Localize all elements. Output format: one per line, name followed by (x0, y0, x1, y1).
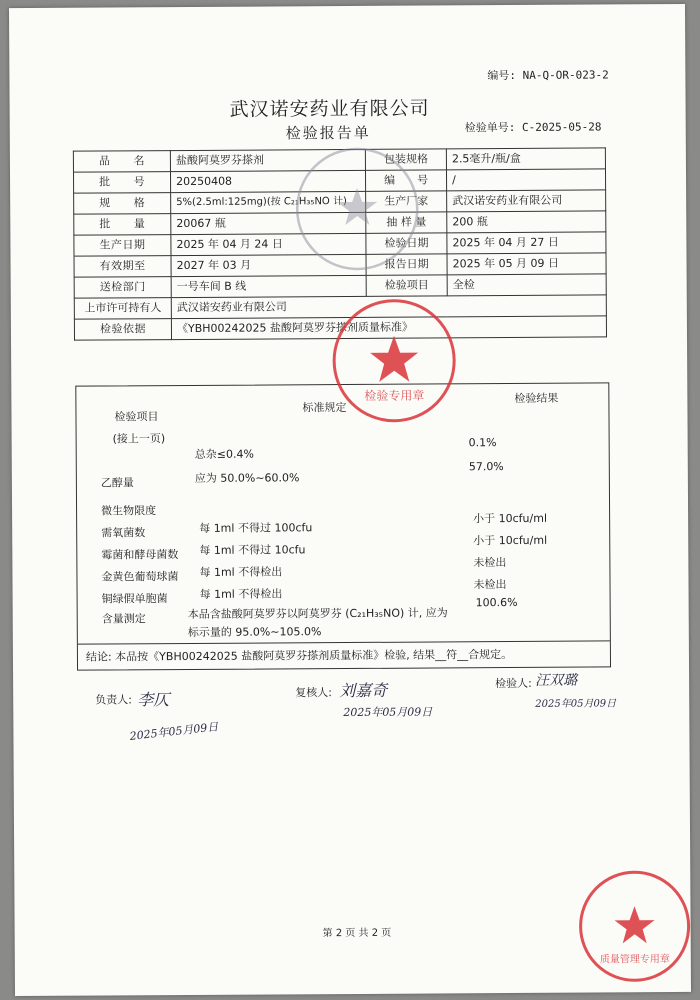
inspector-date: 2025年05月09日 (535, 698, 617, 710)
info-value: / (446, 169, 605, 191)
info-value: 20067 瓶 (171, 212, 366, 234)
report-number: 检验单号: C-2025-05-28 (464, 120, 602, 135)
result-item: 金黄色葡萄球菌 (101, 570, 179, 584)
info-value: 2025 年 04 月 24 日 (171, 233, 366, 255)
inspection-seal-stamp (329, 295, 460, 426)
conclusion: 结论: 本品按《YBH00242025 盐酸阿莫罗芬搽剂质量标准》检验, 结果__符__合规定。 (85, 648, 513, 664)
info-value: 一号车间 B 线 (171, 275, 366, 297)
col-header-result: 检验结果 (514, 391, 559, 405)
svg-text:质量管理专用章: 质量管理专用章 (599, 954, 670, 966)
info-value: 全检 (447, 274, 606, 296)
info-label: 检验日期 (366, 233, 447, 254)
responsible-label: 负责人: (95, 693, 132, 707)
result-value: 0.1% (468, 436, 497, 450)
info-value: 盐酸阿莫罗芬搽剂 (170, 149, 365, 171)
result-value: 小于 10cfu/ml (473, 511, 548, 526)
result-item: 乙醇量 (100, 476, 134, 490)
reviewer-date: 2025年05月09日 (343, 705, 433, 720)
info-label: 报告日期 (366, 254, 447, 275)
result-standard: 每 1ml 不得检出 (199, 587, 283, 601)
info-value: 2027 年 03 月 (171, 254, 366, 276)
page-number: 第 2 页 共 2 页 (322, 927, 392, 940)
basis-label: 检验依据 (74, 319, 171, 341)
report-title: 检验报告单 (285, 123, 371, 143)
info-label: 检验项目 (366, 275, 447, 296)
result-item: 需氧菌数 (101, 526, 146, 540)
divider (78, 640, 610, 644)
reviewer-signature: 刘嘉奇 (339, 680, 388, 701)
result-standard: 总杂≤0.4% (194, 447, 254, 461)
info-label: 批 号 (73, 172, 170, 194)
info-label: 生产厂家 (366, 191, 447, 212)
result-standard: 每 1ml 不得检出 (199, 565, 283, 579)
info-value: 5%(2.5ml:125mg)(按 C₂₁H₃₅NO 计) (171, 191, 366, 213)
continued-note: (接上一页) (112, 432, 166, 446)
info-value: 武汉诺安药业有限公司 (447, 190, 606, 212)
result-value: 100.6% (475, 595, 518, 610)
responsible-date: 2025年05月09日 (129, 720, 219, 743)
info-value: 20250408 (170, 170, 365, 192)
info-label: 抽 样 量 (366, 212, 447, 233)
result-value: 小于 10cfu/ml (473, 533, 548, 548)
inspector-label: 检验人: (495, 676, 532, 691)
quality-seal-stamp (574, 866, 691, 987)
result-standard: 每 1ml 不得过 10cfu (199, 543, 306, 557)
result-standard: 应为 50.0%~60.0% (194, 471, 300, 485)
inspector-signature: 汪双璐 (535, 672, 578, 689)
holder-label: 上市许可持有人 (74, 298, 171, 320)
result-standard: 标示量的 95.0%~105.0% (187, 625, 322, 639)
info-value: 2025 年 05 月 09 日 (447, 253, 606, 275)
svg-text:检验专用章: 检验专用章 (364, 388, 425, 403)
reviewer-label: 复核人: (295, 686, 332, 700)
result-item: 含量测定 (101, 612, 146, 626)
company-name: 武汉诺安药业有限公司 (229, 97, 430, 121)
info-label: 有效期至 (74, 256, 171, 278)
basis-value: 《YBH00242025 盐酸阿莫罗芬搽剂质量标准》 (171, 316, 606, 340)
info-label: 规 格 (74, 193, 171, 215)
info-label: 编 号 (365, 170, 446, 191)
info-value: 2.5毫升/瓶/盒 (446, 148, 605, 170)
result-standard: 本品含盐酸阿莫罗芬以阿莫罗芬 (C₂₁H₃₅NO) 计, 应为 (187, 606, 448, 621)
result-value: 未检出 (473, 556, 507, 570)
result-standard: 每 1ml 不得过 100cfu (199, 521, 313, 535)
result-item: 铜绿假单胞菌 (101, 592, 168, 606)
info-value: 2025 年 04 月 27 日 (447, 232, 606, 254)
info-label: 送检部门 (74, 277, 171, 299)
document-code: 编号: NA-Q-OR-023-2 (487, 68, 609, 83)
result-value: 未检出 (473, 578, 507, 592)
report-page (9, 4, 691, 996)
info-label: 生产日期 (74, 235, 171, 257)
info-value: 200 瓶 (447, 211, 606, 233)
faint-seal-stamp (292, 144, 423, 275)
responsible-signature: 李仄 (137, 690, 170, 710)
result-value: 57.0% (468, 460, 504, 474)
result-item: 微生物限度 (101, 504, 157, 518)
col-header-item: 检验项目 (114, 410, 159, 424)
result-item: 霉菌和酵母菌数 (101, 548, 179, 562)
holder-value: 武汉诺安药业有限公司 (171, 295, 606, 319)
info-label: 包装规格 (365, 149, 446, 170)
info-label: 品 名 (73, 151, 170, 173)
info-label: 批 量 (74, 214, 171, 236)
col-header-standard: 标准规定 (302, 401, 347, 415)
